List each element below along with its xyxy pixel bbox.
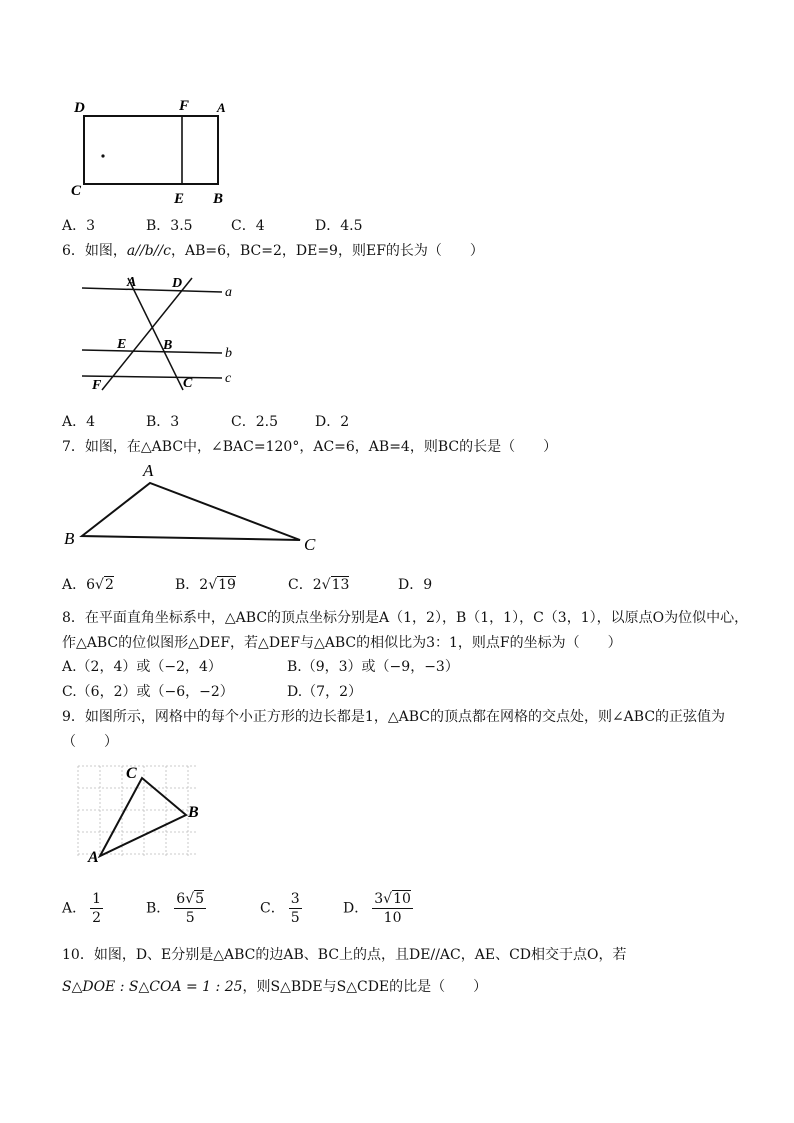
q9-label-a: A [88,849,99,866]
q5-label-b: B [213,191,224,207]
q8-question-line2: 作△ABC的位似图形△DEF，若△DEF与△ABC的相似比为3：1，则点F的坐标为（ ） [62,635,622,651]
q10-question-line1: 10．如图，D、E分别是△ABC的边AB、BC上的点，且DE//AC，AE、CD相交于点O，若 [62,947,627,963]
q7-choice-c: C．2√13 [288,577,350,593]
q5-label-f: F [179,98,190,114]
q6-choice-b: B．3 [146,414,180,430]
q5-label-a: A [217,100,226,115]
q6-parallel-lines-figure [70,270,250,395]
q9-grid-triangle-figure [70,758,215,868]
q5-choice-b: B．3.5 [146,218,193,234]
q6-choice-d: D．2 [315,414,350,430]
q6-choice-c: C．2.5 [231,414,278,430]
q6-label-line-c: c [225,371,232,386]
q9-choice-c: C． $\frac{3}{5}$ [260,891,300,926]
q10-area-ratio: S△DOE : S△COA = 1 : 25 [62,979,243,995]
q7-triangle-figure [60,458,330,558]
q9-question-line1: 9．如图所示，网格中的每个小正方形的边长都是1，△ABC的顶点都在网格的交点处，则∠ABC的正弦值为 [62,709,726,725]
q5-choice-a: A．3 [62,218,96,234]
q6-label-e: E [117,337,127,352]
q6-label-line-b: b [225,346,232,361]
q9-label-b: B [188,804,199,821]
q8-question-line1: 8．在平面直角坐标系中，△ABC的顶点坐标分别是A（1，2），B（1，1），C（3，1），以原点O为位似中心， [62,610,749,626]
q6-label-a-point: A [127,275,137,290]
q9-label-c: C [126,765,137,782]
q8-choice-b: B.（9，3）或（−9，−3） [287,659,459,675]
q6-text: ，AB=6，BC=2，DE=9，则EF的长为（ ） [170,243,484,259]
q6-number: 6．如图， [62,243,127,259]
q7-label-a: A [143,461,154,480]
q5-choice-d: D．4.5 [315,218,363,234]
q8-choice-a: A.（2，4）或（−2，4） [62,659,222,675]
q6-question [62,240,484,260]
q6-label-b-point: B [163,338,173,353]
q9-choice-b: B． $\frac{6√5}{5}$ [146,891,205,926]
q5-label-e: E [174,191,185,207]
q9-choice-d: D． $\frac{3√10}{10}$ [343,891,411,926]
q8-choice-d: D.（7，2） [287,684,362,700]
q5-label-d: D [74,100,85,116]
q6-label-line-a: a [225,285,232,300]
q7-question: 7．如图，在△ABC中，∠BAC=120°，AC=6，AB=4，则BC的长是（ ） [62,439,558,455]
q6-label-d: D [172,276,183,291]
q7-label-c: C [304,535,316,554]
q6-label-c-point: C [183,376,193,391]
q6-choice-a: A．4 [62,414,96,430]
q7-label-b: B [64,529,75,548]
q9-question-line2: （ ） [62,734,118,750]
q10-question-tail: ，则S△BDE与S△CDE的比是（ ） [242,979,488,995]
q9-choice-a: A． $\frac{1}{2}$ [62,891,102,926]
q5-label-c: C [71,183,82,199]
q7-choice-b: B．2√19 [175,577,236,593]
q8-choice-c: C.（6，2）或（−6，−2） [62,684,234,700]
q5-choice-c: C．4 [231,218,265,234]
q6-parallel: a//b//c [126,243,171,259]
q7-choice-d: D．9 [398,577,433,593]
q10-question-line2 [62,976,487,996]
q7-choice-a: A．6√2 [62,577,114,593]
q6-label-f: F [92,378,102,393]
q5-rectangle-figure [62,92,242,207]
